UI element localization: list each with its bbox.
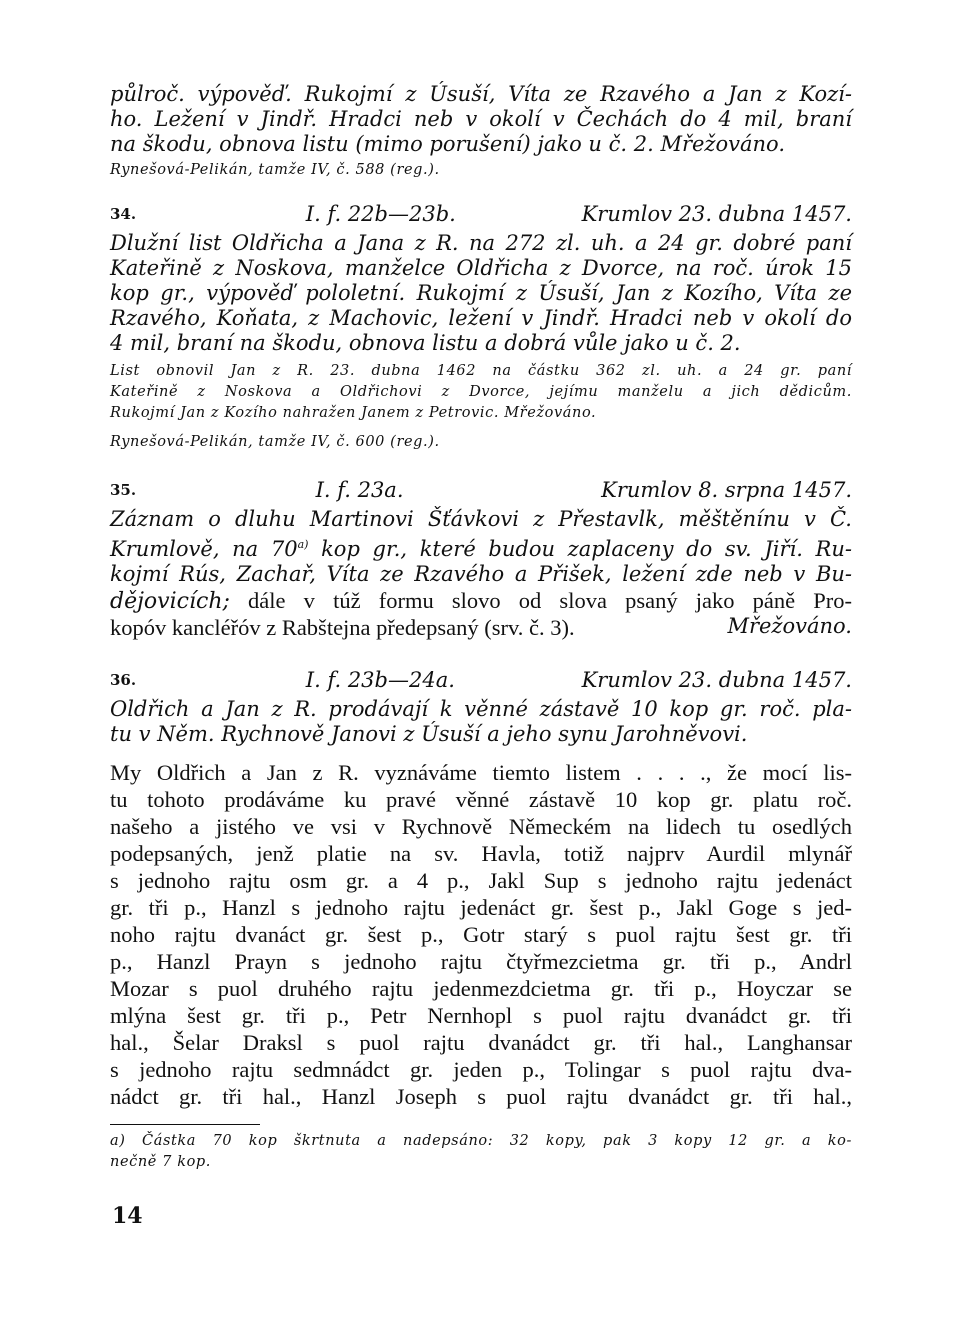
entry-folio: I. f. 23a.: [315, 478, 404, 502]
regest-line: kojmí Rús, Zachař, Víta ze Rzavého a Přišek, ležení zde neb v Bu-: [110, 562, 852, 586]
regest-line: Rzavého, Koňata, z Machovic, ležení v Jindř. Hradci neb v okolí do: [110, 306, 852, 330]
bibliographic-reference: Rynešová-Pelikán, tamže IV, č. 600 (reg.).: [110, 434, 440, 450]
entry-heading: [110, 477, 852, 503]
note-line: Kateřině z Noskova a Oldřichovi z Dvorce, jejímu manželu a jich dědicům.: [110, 384, 852, 400]
regest-text: Krumlově, na 70: [110, 537, 298, 561]
entry-heading: [110, 201, 852, 227]
bibliographic-reference: Rynešová-Pelikán, tamže IV, č. 588 (reg.).: [110, 162, 440, 178]
intro-block: [110, 82, 852, 181]
page-number: 14: [112, 1203, 143, 1229]
charter-line: tu tohoto prodáváme ku pravé věnné zástavě 10 kop gr. platu roč.: [110, 787, 852, 812]
charter-line: hal., Šelar Draksl s puol rajtu dvanádct gr. tři hal., Langhansar: [110, 1030, 852, 1055]
charter-line: p., Hanzl Prayn s jednoho rajtu čtyřmezcietma gr. tři p., Andrl: [110, 949, 852, 974]
entry-number: 34.: [110, 205, 137, 223]
charter-line: s jednoho rajtu osm gr. a 4 p., Jakl Sup s jednoho rajtu jedenáct: [110, 868, 852, 893]
regest-text: Mřežováno.: [727, 614, 852, 638]
charter-line: našeho a jistého ve vsi v Rychnově Německém na lidech tu osedlých: [110, 814, 852, 839]
entry-number: 35.: [110, 481, 137, 499]
regest-line: Kateřině z Noskova, manželce Oldřicha z Dvorce, na roč. úrok 15: [110, 256, 852, 280]
entry-heading: [110, 667, 852, 693]
entry-number: 36.: [110, 671, 137, 689]
charter-line: podepsaných, jenž platie na sv. Havla, totiž najprv Aurdil mlynář: [110, 841, 852, 866]
charter-line: s jednoho rajtu sedmnádct gr. jeden p., Tolingar s puol rajtu dva-: [110, 1057, 852, 1082]
quoted-text: dále v túž formu slovo od slova psaný jako páně Pro-: [229, 588, 852, 613]
entry-36: [110, 667, 852, 1110]
charter-text: [110, 759, 852, 1110]
footnote: [110, 1131, 852, 1173]
footnote-divider: [110, 1124, 260, 1125]
regest-line: tu v Něm. Rychnově Janovi z Úsuší a jeho synu Jarohněvovi.: [110, 722, 748, 746]
quoted-text: kopóv kancléřóv z Rabštejna předepsaný (srv. č. 3).: [110, 615, 575, 640]
regest-line: [110, 614, 852, 641]
charter-line: gr. tři p., Hanzl s jednoho rajtu jedenáct gr. šest p., Jakl Goge s jed-: [110, 895, 852, 920]
regest-line: [110, 532, 852, 562]
charter-line: Mozar s puol druhého rajtu jedenmezdcietma gr. tři p., Hoyczar se: [110, 976, 852, 1001]
entry-place-date: Krumlov 8. srpna 1457.: [601, 478, 852, 502]
entry-34: [110, 201, 852, 453]
regest-line: Oldřich a Jan z R. prodávají k věnné zástavě 10 kop gr. roč. pla-: [110, 697, 852, 721]
regest-line: kop gr., výpověď pololetní. Rukojmí z Úsuší, Jan z Kozího, Víta ze: [110, 281, 852, 305]
note-line: Rukojmí Jan z Kozího nahražen Janem z Petrovic. Mřežováno.: [110, 405, 597, 421]
text-line: půlroč. výpověď. Rukojmí z Úsuší, Víta ze Rzavého a Jan z Kozí-: [110, 82, 852, 106]
entry-folio: I. f. 23b—24a.: [305, 668, 455, 692]
regest-line: Dlužní list Oldřicha a Jana z R. na 272 zl. uh. a 24 gr. dobré paní: [110, 231, 852, 255]
regest-line: Záznam o dluhu Martinovi Šťávkovi z Přestavlk, měštěnínu v Č.: [110, 507, 852, 531]
entry-place-date: Krumlov 23. dubna 1457.: [581, 668, 852, 692]
entry-folio: I. f. 22b—23b.: [305, 202, 456, 226]
footnote-line: a) Částka 70 kop škrtnuta a nadepsáno: 32 kopy, pak 3 kopy 12 gr. a ko-: [110, 1133, 852, 1149]
charter-line: noho rajtu dvanáct gr. šest p., Gotr starý s puol rajtu šest gr. tři: [110, 922, 852, 947]
footnote-line: nečně 7 kop.: [110, 1154, 212, 1170]
entry-place-date: Krumlov 23. dubna 1457.: [581, 202, 852, 226]
charter-line: mlýna šest gr. tři p., Petr Nernhopl s puol rajtu dvanádct gr. tři: [110, 1003, 852, 1028]
document-page: [110, 82, 852, 1173]
regest-text: kop gr., které budou zaplaceny do sv. Jiří. Ru-: [308, 537, 852, 561]
text-line: ho. Ležení v Jindř. Hradci neb v okolí v Čechách do 4 mil, braní: [110, 107, 852, 131]
note-line: List obnovil Jan z R. 23. dubna 1462 na částku 362 zl. uh. a 24 gr. paní: [110, 363, 852, 379]
charter-line: My Oldřich a Jan z R. vyznáváme tiemto listem . . . ., že mocí lis-: [110, 760, 852, 785]
regest-text: dějovicích;: [110, 589, 230, 614]
footnote-marker: a): [297, 538, 309, 551]
regest-line: 4 mil, braní na škodu, obnova listu a dobrá vůle jako u č. 2.: [110, 331, 741, 355]
text-line: na škodu, obnova listu (mimo porušení) jako u č. 2. Mřežováno.: [110, 132, 785, 156]
entry-35: [110, 477, 852, 641]
regest-line: [110, 587, 852, 614]
charter-line: nádct gr. tři hal., Hanzl Joseph s puol rajtu dvanádct gr. tři hal.,: [110, 1084, 852, 1109]
